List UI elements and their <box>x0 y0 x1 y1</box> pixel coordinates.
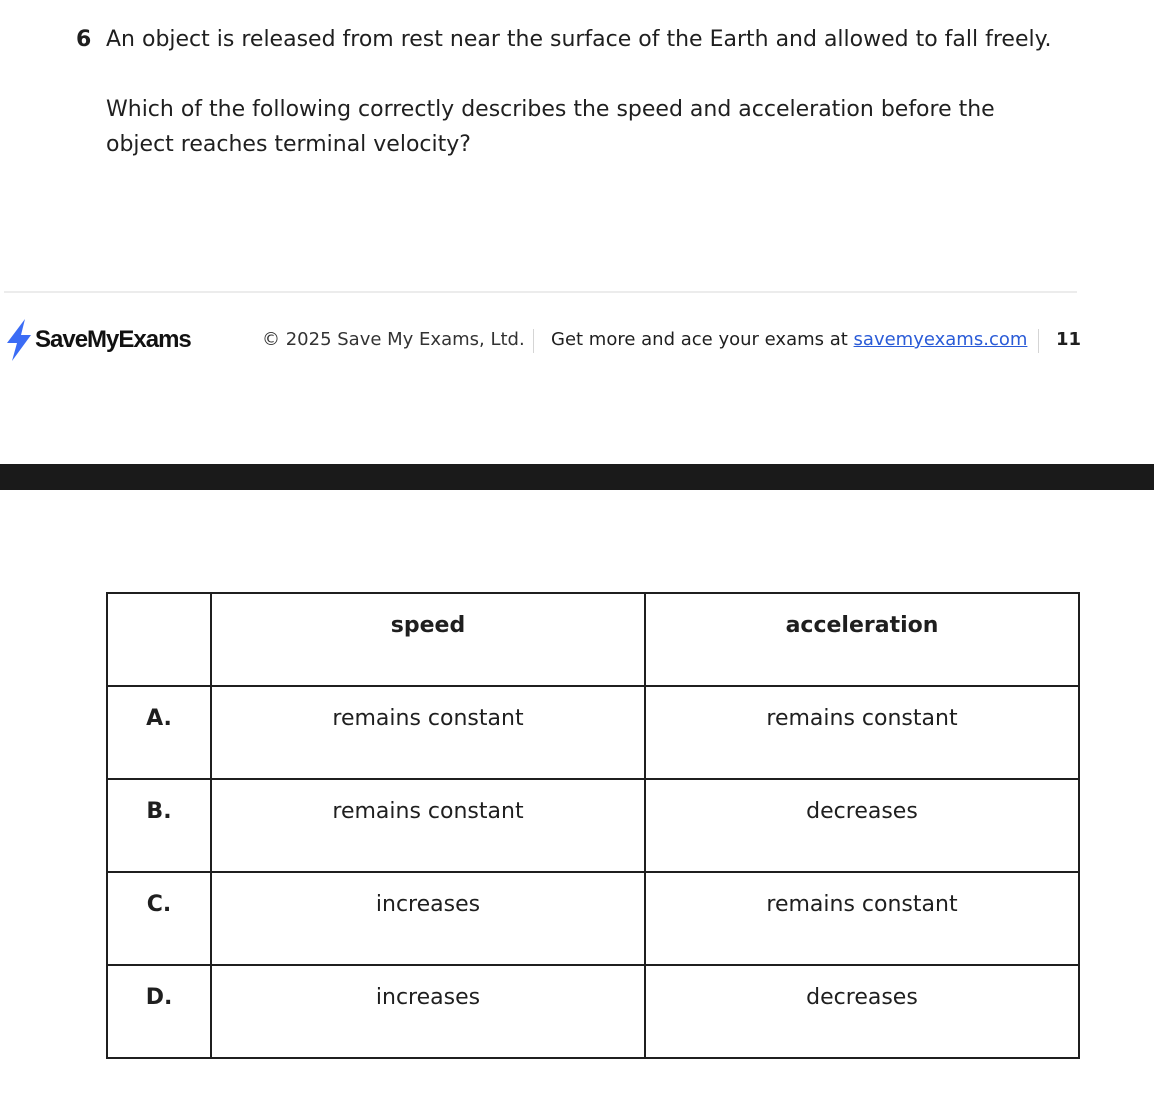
table-row <box>107 779 1079 872</box>
logo-wordmark: SaveMyExams <box>35 326 191 353</box>
table-header-row <box>107 593 1079 686</box>
footer-divider <box>4 291 1077 293</box>
page-break-bar <box>0 464 1154 490</box>
table-row <box>107 686 1079 779</box>
option-speed: remains constant <box>211 779 645 872</box>
table-row <box>107 872 1079 965</box>
option-letter: B. <box>107 779 211 872</box>
option-speed: remains constant <box>211 686 645 779</box>
question-prompt: Which of the following correctly describes the speed and acceleration before the object reaches terminal velocity? <box>106 97 995 157</box>
option-speed: increases <box>211 965 645 1058</box>
savemyexams-link[interactable]: savemyexams.com <box>853 329 1028 350</box>
option-acceleration: remains constant <box>645 872 1079 965</box>
option-acceleration: remains constant <box>645 686 1079 779</box>
table-row <box>107 965 1079 1058</box>
option-letter: D. <box>107 965 211 1058</box>
answer-options-table <box>106 592 1080 1059</box>
lightning-bolt-icon <box>4 318 34 362</box>
header-speed: speed <box>211 593 645 686</box>
option-acceleration: decreases <box>645 965 1079 1058</box>
copyright-text: © 2025 Save My Exams, Ltd. <box>262 329 525 350</box>
page-footer <box>0 318 1154 362</box>
option-letter: A. <box>107 686 211 779</box>
header-acceleration: acceleration <box>645 593 1079 686</box>
option-letter: C. <box>107 872 211 965</box>
page-number: 11 <box>1056 329 1082 350</box>
footer-separator <box>533 329 534 353</box>
option-speed: increases <box>211 872 645 965</box>
promo-label: Get more and ace your exams at <box>551 329 854 350</box>
question-number: 6 <box>76 27 92 52</box>
question-stem-text: An object is released from rest near the surface of the Earth and allowed to fall freely. <box>106 27 1052 52</box>
question-stem <box>76 24 1052 56</box>
promo-text <box>551 329 1027 350</box>
header-letter <box>107 593 211 686</box>
option-acceleration: decreases <box>645 779 1079 872</box>
footer-separator <box>1038 329 1039 353</box>
